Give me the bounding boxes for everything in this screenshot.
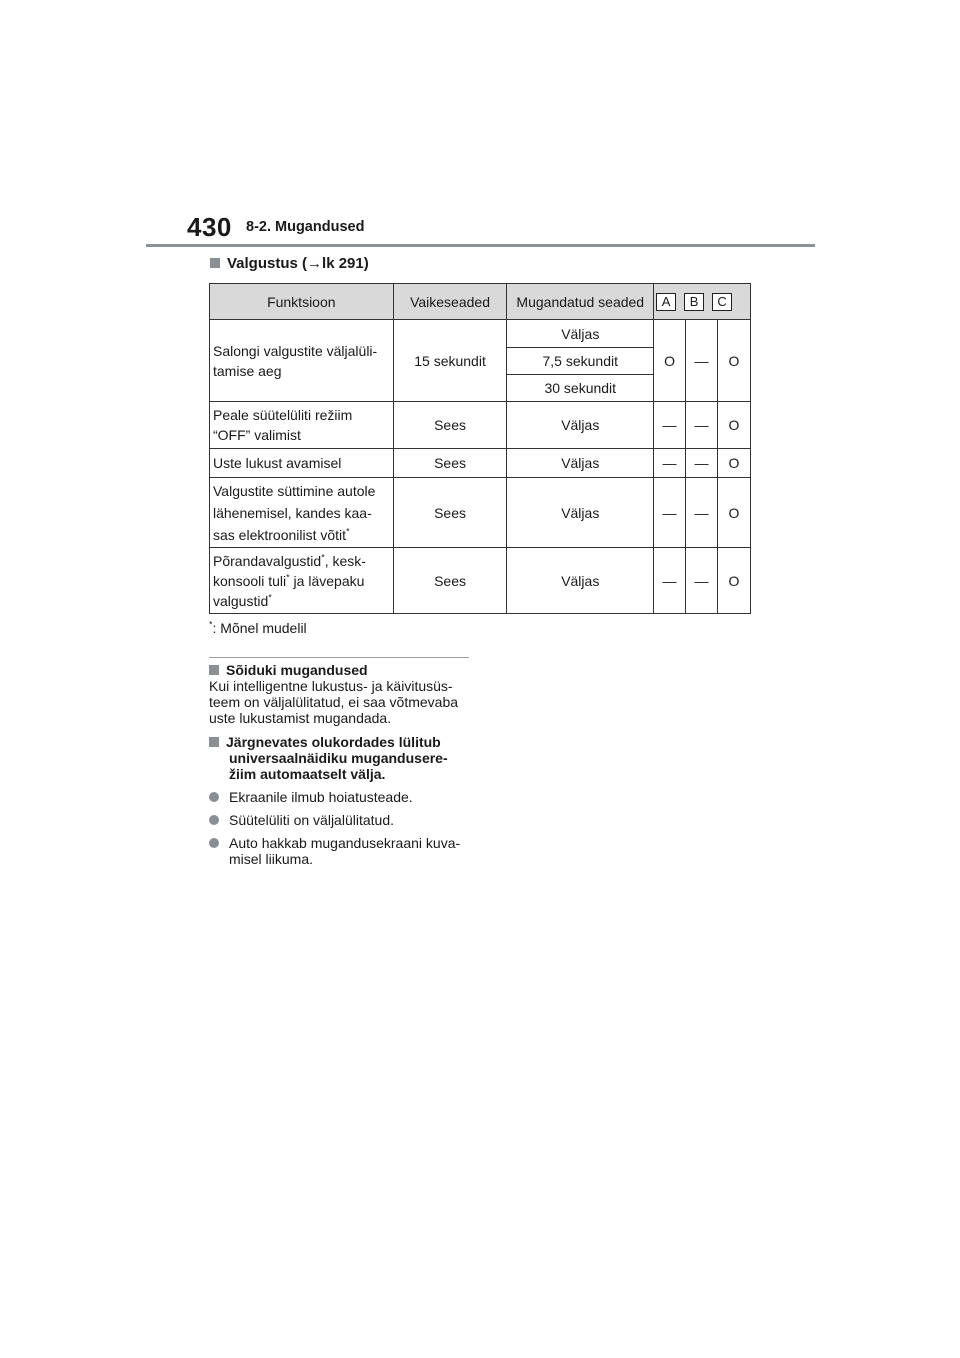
col-header-function: Funktsioon: [210, 284, 394, 320]
divider: [209, 657, 469, 658]
cell-c: O: [718, 548, 751, 614]
footnote: *: Mõnel mudelil: [209, 619, 307, 636]
square-bullet-icon: [210, 258, 220, 268]
cell-function: Peale süütelüliti režiim “OFF” valimist: [210, 402, 394, 449]
cell-function: Valgustite süttimine autole lähenemisel, kandes kaa- sas elektroonilist võtit*: [210, 478, 394, 548]
label-b-icon: B: [684, 293, 704, 311]
cell-b: —: [686, 478, 718, 548]
cell-custom: Väljas: [507, 478, 654, 548]
header-rule: [146, 244, 815, 247]
cell-a: —: [654, 478, 686, 548]
cell-b: —: [686, 548, 718, 614]
lighting-heading: [210, 255, 369, 272]
settings-table: [209, 283, 751, 614]
cell-default: Sees: [393, 478, 507, 548]
cell-custom: Väljas: [507, 320, 654, 348]
page-number: 430: [187, 212, 232, 242]
heading-page-ref[interactable]: lk 291): [322, 255, 369, 272]
vehicle-customization-heading: Sõiduki mugandused: [209, 662, 471, 678]
vehicle-customization-text: Kui intelligentne lukustus- ja käivitusüs- teem on väljalülitatud, ei saa võtmevaba uste lukustamist mugandada.: [209, 678, 459, 726]
square-bullet-icon: [209, 737, 219, 747]
label-a-icon: A: [656, 293, 676, 311]
heading-text: Valgustus (: [227, 255, 308, 272]
circle-bullet-icon: [209, 792, 219, 802]
circle-bullet-icon: [209, 815, 219, 825]
arrow-icon: →: [307, 255, 323, 272]
col-header-default: Vaikeseaded: [393, 284, 507, 320]
cell-function: Põrandavalgustid*, kesk- konsooli tuli* ja lävepaku valgustid*: [210, 548, 394, 614]
cell-a: —: [654, 548, 686, 614]
cell-a: O: [654, 320, 686, 402]
cell-custom: Väljas: [507, 402, 654, 449]
cell-function: Salongi valgustite väljalüli- tamise aeg: [210, 320, 394, 402]
table-row: [210, 320, 751, 348]
list-item: Süütelüliti on väljalülitatud.: [209, 812, 471, 828]
cell-c: O: [718, 402, 751, 449]
table-row: [210, 548, 751, 614]
label-c-icon: C: [712, 293, 732, 311]
cell-default: Sees: [393, 548, 507, 614]
cell-a: —: [654, 402, 686, 449]
col-header-abc: [654, 284, 751, 320]
cell-b: —: [686, 402, 718, 449]
notes-section: [209, 662, 471, 867]
cell-c: O: [718, 449, 751, 478]
cell-custom: 7,5 sekundit: [507, 348, 654, 375]
cell-custom: Väljas: [507, 449, 654, 478]
cell-custom: Väljas: [507, 548, 654, 614]
asterisk-mark: *: [346, 525, 350, 536]
cell-c: O: [718, 478, 751, 548]
table-row: [210, 402, 751, 449]
cell-b: —: [686, 449, 718, 478]
list-item: Auto hakkab mugandusekraani kuva- misel liikuma.: [209, 835, 471, 867]
circle-bullet-icon: [209, 838, 219, 848]
cell-b: —: [686, 320, 718, 402]
cell-function: Uste lukust avamisel: [210, 449, 394, 478]
square-bullet-icon: [209, 665, 219, 675]
table-header-row: [210, 284, 751, 320]
cell-a: —: [654, 449, 686, 478]
section-title: 8-2. Mugandused: [246, 219, 365, 235]
cell-c: O: [718, 320, 751, 402]
col-header-custom: Mugandatud seaded: [507, 284, 654, 320]
table-row: [210, 478, 751, 548]
table-row: [210, 449, 751, 478]
reset-heading: Järgnevates olukordades lülitub universaalnäidiku mugandusere- žiim automaatselt välja.: [209, 734, 471, 782]
cell-custom: 30 sekundit: [507, 375, 654, 402]
list-item: Ekraanile ilmub hoiatusteade.: [209, 789, 471, 805]
cell-default: Sees: [393, 402, 507, 449]
cell-default: 15 sekundit: [393, 320, 507, 402]
cell-default: Sees: [393, 449, 507, 478]
